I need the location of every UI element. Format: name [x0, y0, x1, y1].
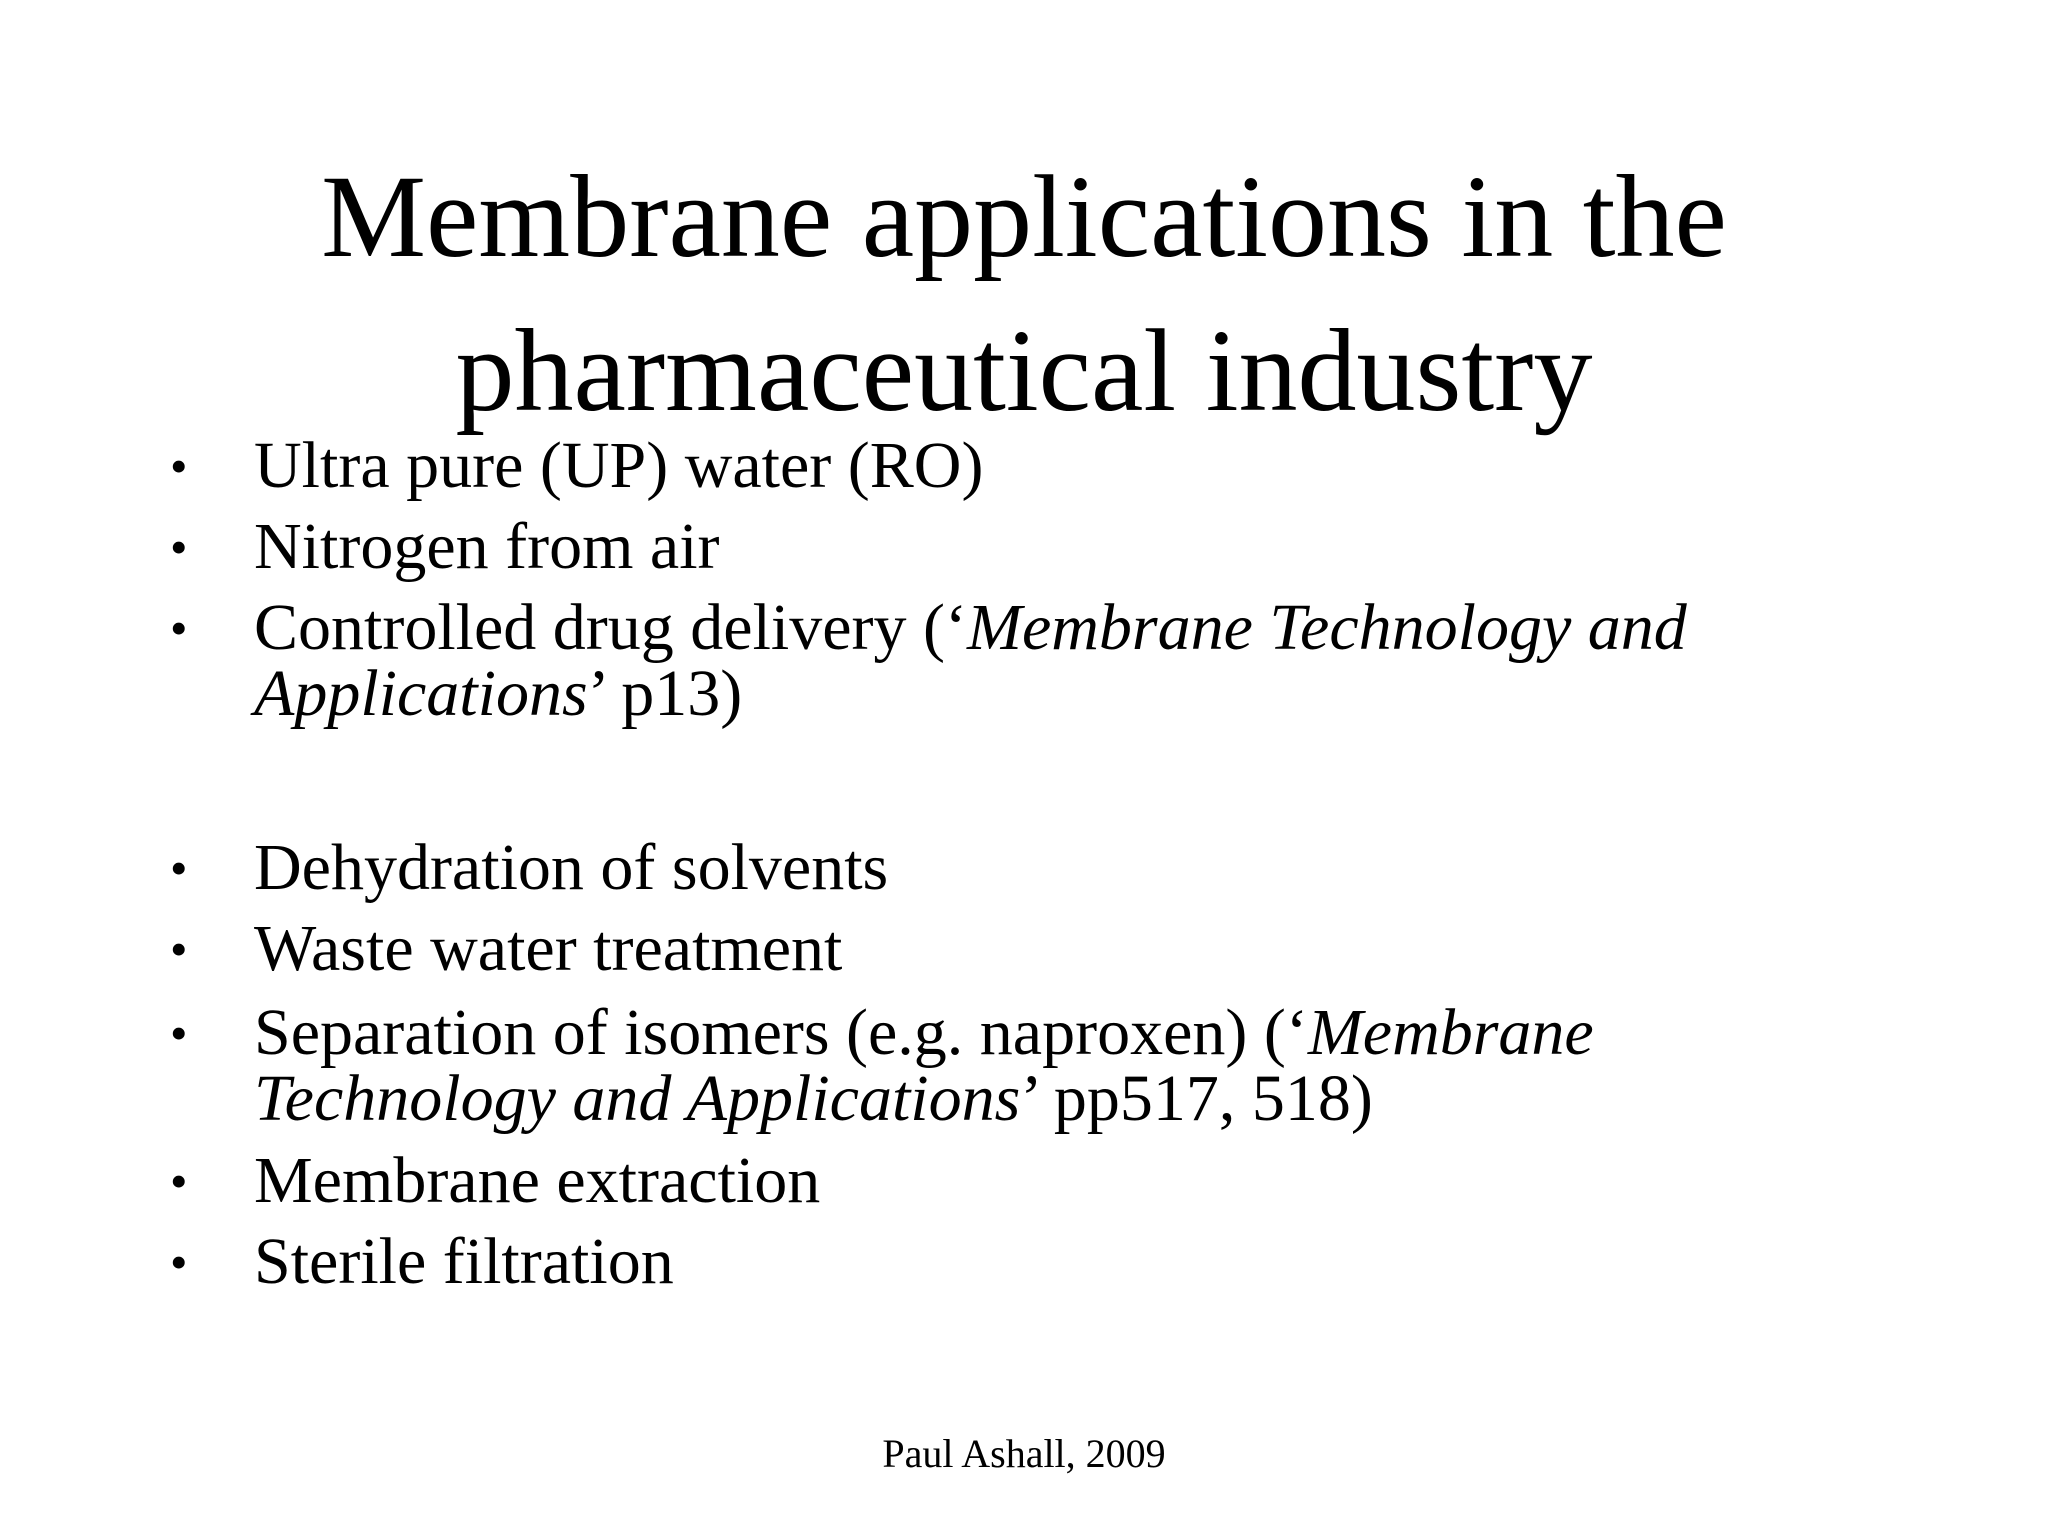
bullet-text: Waste water treatment: [254, 912, 843, 985]
book-title-part-1: Membrane: [1307, 996, 1594, 1069]
book-title-part-2: Applications: [254, 657, 588, 730]
bullet-icon: •: [170, 519, 188, 575]
book-title-part-2: Technology and Applications: [254, 1062, 1021, 1135]
bullet-text: Sterile filtration: [254, 1225, 674, 1298]
bullet-icon: •: [170, 1234, 188, 1290]
bullet-text-pre: Separation of isomers (e.g. naproxen) (‘: [254, 996, 1308, 1069]
bullet-icon: •: [170, 438, 188, 494]
bullet-text: Ultra pure (UP) water (RO): [254, 429, 984, 502]
bullet-text-post: ’ p13): [587, 657, 743, 730]
bullet-text: Nitrogen from air: [254, 510, 720, 583]
bullet-text: Dehydration of solvents: [254, 831, 889, 904]
bullet-text-post: ’ pp517, 518): [1020, 1062, 1373, 1135]
slide-title: [0, 140, 2048, 448]
bullet-text: [254, 996, 1954, 1135]
slide-footer-author: Paul Ashall, 2009: [882, 1431, 1166, 1476]
slide-title-line-2: pharmaceutical industry: [455, 305, 1593, 436]
bullet-icon: •: [170, 600, 188, 656]
bullet-text: [254, 591, 1954, 730]
book-title-part-1: Membrane Technology and: [966, 591, 1687, 664]
bullet-text: Membrane extraction: [254, 1144, 821, 1217]
slide-title-line-1: Membrane applications in the: [321, 151, 1727, 282]
bullet-icon: •: [170, 921, 188, 977]
bullet-icon: •: [170, 840, 188, 896]
bullet-text-pre: Controlled drug delivery (‘: [254, 591, 967, 664]
bullet-icon: •: [170, 1153, 188, 1209]
bullet-icon: •: [170, 1005, 188, 1061]
